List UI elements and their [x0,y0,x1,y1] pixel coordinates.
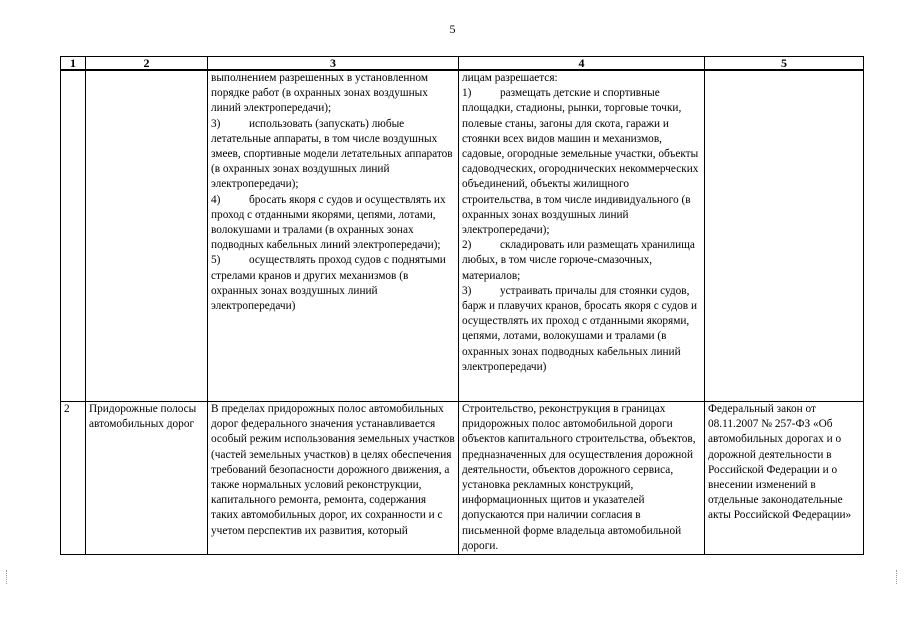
header-col-5: 5 [705,57,864,71]
right-edge-mark [896,570,900,584]
table-row [61,402,864,555]
list-item-number: 5) [211,254,221,267]
row1-number [61,70,86,402]
list-item-number: 2) [462,239,472,252]
list-item [211,117,455,193]
header-col-1: 1 [61,57,86,71]
row1-legal-basis [705,70,864,402]
row2-number: 2 [61,402,86,555]
list-item-number: 3) [211,117,221,130]
table-row [61,70,864,402]
regulation-table [60,56,864,555]
list-item-text: использовать (запускать) любые летательные аппараты, в том числе воздушных змеев, спортивные модели летательных аппаратов (в охранных зонах воздушных линий электропередачи); [211,117,453,191]
row1-zone-name [86,70,208,402]
left-edge-mark [6,570,10,584]
list-item [462,238,701,284]
page-number: 5 [449,22,456,36]
list-item-text: размещать детские и спортивные площадки, стадионы, рынки, торговые точки, полевые станы, загоны для скота, гаражи и стоянки всех видов машин и механизмов, садовые, огородные земельные участки, объекты садоводческих, огороднических некоммерческих объединений, объекты жилищного строительства, в том числе индивидуального (в охранных зонах воздушных линий электропередачи); [462,87,699,237]
list-item [462,284,701,375]
list-item-number: 1) [462,87,472,100]
row2-restrictions: В пределах придорожных полос автомобильных дорог федерального значения устанавливается особый режим использования земельных участков (частей земельных участков) в целях обеспечения требований безопасности дорожного движения, а также нормальных условий реконструкции, капитального ремонта, ремонта, содержания таких автомобильных дорог, их сохранности и с учетом перспектив их развития, который [208,402,459,555]
row2-permissions: Строительство, реконструкция в границах придорожных полос автомобильной дороги объектов капитального строительства, объектов, предназначенных для осуществления дорожной деятельности, объектов дорожного сервиса, установка рекламных конструкций, информационных щитов и указателей допускаются при наличии согласия в письменной форме владельца автомобильной дороги. [459,402,705,555]
list-item-text: складировать или размещать хранилища любых, в том числе горюче-смазочных, материалов; [462,239,695,282]
list-item-number: 3) [462,284,472,297]
list-item [211,193,455,254]
row1-prohibitions [459,70,705,402]
list-item-number: 4) [211,193,221,206]
list-item-text: бросать якоря с судов и осуществлять их проход с отданными якорями, цепями, лотами, волокушами и тралами (в охранных зонах подводных кабельных линий электропередачи); [211,193,446,252]
list-item [462,86,701,238]
header-col-3: 3 [208,57,459,71]
row2-zone-name: Придорожные полосы автомобильных дорог [86,402,208,555]
table-header-row [61,57,864,71]
list-item-text: осуществлять проход судов с поднятыми стрелами кранов и других механизмов (в охранных зонах воздушных линий электропередачи) [211,254,446,313]
header-col-2: 2 [86,57,208,71]
row2-legal-basis: Федеральный закон от 08.11.2007 № 257-ФЗ «Об автомобильных дорогах и о дорожной деятельности в Российской Федерации и о внесении изменений в отдельные законодательные акты Российской Федерации» [705,402,864,555]
paragraph: выполнением разрешенных в установленном порядке работ (в охранных зонах воздушных линий электропередачи); [211,72,429,115]
list-item-text: устраивать причалы для стоянки судов, барж и плавучих кранов, бросать якоря с судов и осуществлять их проход с отданными якорями, цепями, лотами, волокушами и тралами (в охранных зонах подводных кабельных линий электропередачи) [462,284,698,373]
row1-restrictions [208,70,459,402]
paragraph: лицам разрешается: [462,72,558,84]
list-item [211,253,455,314]
header-col-4: 4 [459,57,705,71]
